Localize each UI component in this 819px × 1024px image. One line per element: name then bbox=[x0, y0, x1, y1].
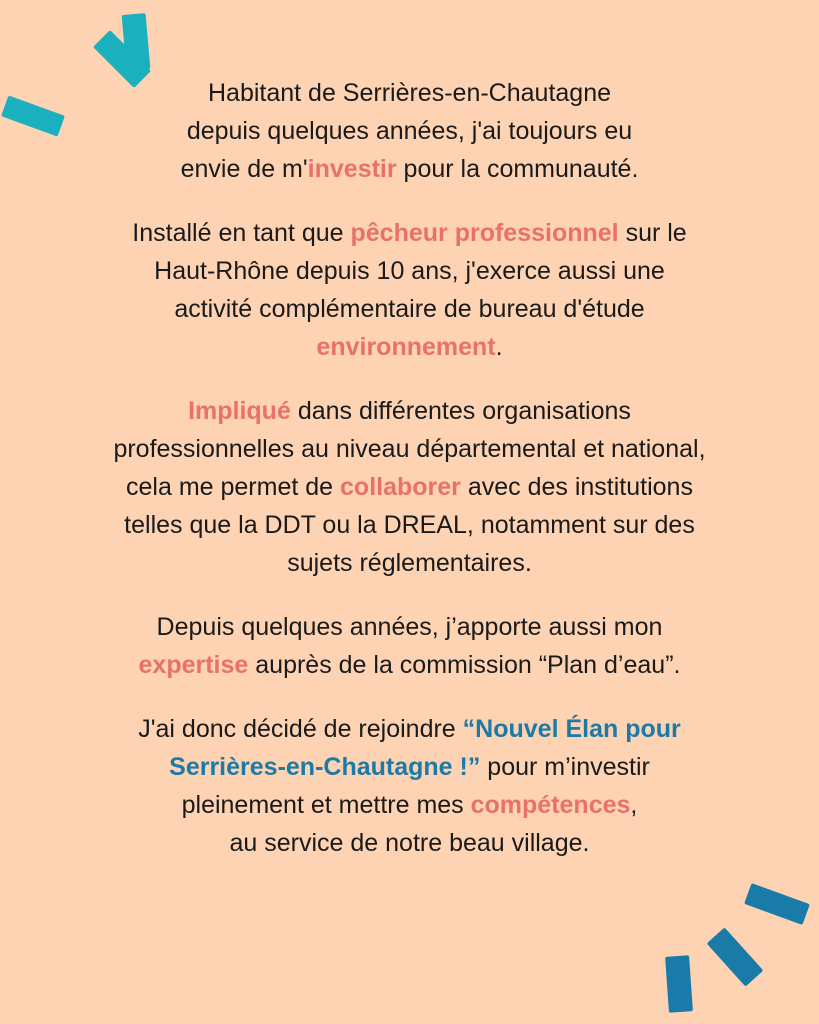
p1-line-3c: pour la communauté. bbox=[396, 155, 639, 183]
highlight-investir: investir bbox=[307, 155, 397, 183]
highlight-collaborer: collaborer bbox=[340, 473, 461, 501]
paragraph-conclusion bbox=[40, 710, 779, 862]
p4-line-2b: auprès de la commission “Plan d’eau”. bbox=[248, 651, 681, 679]
highlight-nouvel-elan-1: “Nouvel Élan pour bbox=[462, 715, 681, 743]
p1-line-2: depuis quelques années, j'ai toujours eu bbox=[186, 117, 633, 145]
highlight-competences: compétences bbox=[470, 791, 631, 819]
paragraph-intro bbox=[40, 74, 779, 188]
p1-line-1: Habitant de Serrières-en-Chautagne bbox=[207, 79, 611, 107]
p2-line-1a: Installé en tant que bbox=[132, 219, 351, 247]
p5-line-3c: , bbox=[630, 791, 638, 819]
p2-line-1c: sur le bbox=[618, 219, 687, 247]
decorative-dash-bottom-3 bbox=[665, 955, 693, 1013]
highlight-environnement: environnement bbox=[316, 333, 496, 361]
highlight-nouvel-elan-2: Serrières-en-Chautagne !” bbox=[169, 753, 481, 781]
p5-line-2b: pour m’investir bbox=[480, 753, 650, 781]
p5-line-1a: J'ai donc décidé de rejoindre bbox=[138, 715, 463, 743]
p3-line-3a: cela me permet de bbox=[126, 473, 341, 501]
paragraph-profession bbox=[40, 214, 779, 366]
highlight-expertise: expertise bbox=[138, 651, 249, 679]
p4-line-1: Depuis quelques années, j’apporte aussi mon bbox=[156, 613, 663, 641]
p3-line-1b: dans différentes organisations bbox=[290, 397, 631, 425]
p3-line-2: professionnelles au niveau départemental et national, bbox=[113, 435, 706, 463]
p2-line-4b: . bbox=[495, 333, 503, 361]
p2-line-3: activité complémentaire de bureau d'étude bbox=[174, 295, 645, 323]
highlight-pecheur: pêcheur professionnel bbox=[350, 219, 619, 247]
decorative-dash-top-2 bbox=[122, 13, 151, 71]
p3-line-5: sujets réglementaires. bbox=[287, 549, 532, 577]
decorative-dash-bottom-1 bbox=[744, 883, 810, 925]
highlight-implique: Impliqué bbox=[188, 397, 291, 425]
p1-line-3a: envie de m' bbox=[180, 155, 308, 183]
p5-line-4: au service de notre beau village. bbox=[229, 829, 590, 857]
paragraph-expertise bbox=[40, 608, 779, 684]
p3-line-3c: avec des institutions bbox=[460, 473, 693, 501]
text-block bbox=[40, 74, 779, 862]
p2-line-2: Haut-Rhône depuis 10 ans, j'exerce aussi une bbox=[154, 257, 665, 285]
p3-line-4: telles que la DDT ou la DREAL, notamment sur des bbox=[124, 511, 695, 539]
p5-line-3a: pleinement et mettre mes bbox=[181, 791, 471, 819]
paragraph-organisations bbox=[40, 392, 779, 582]
decorative-dash-bottom-2 bbox=[707, 927, 764, 986]
